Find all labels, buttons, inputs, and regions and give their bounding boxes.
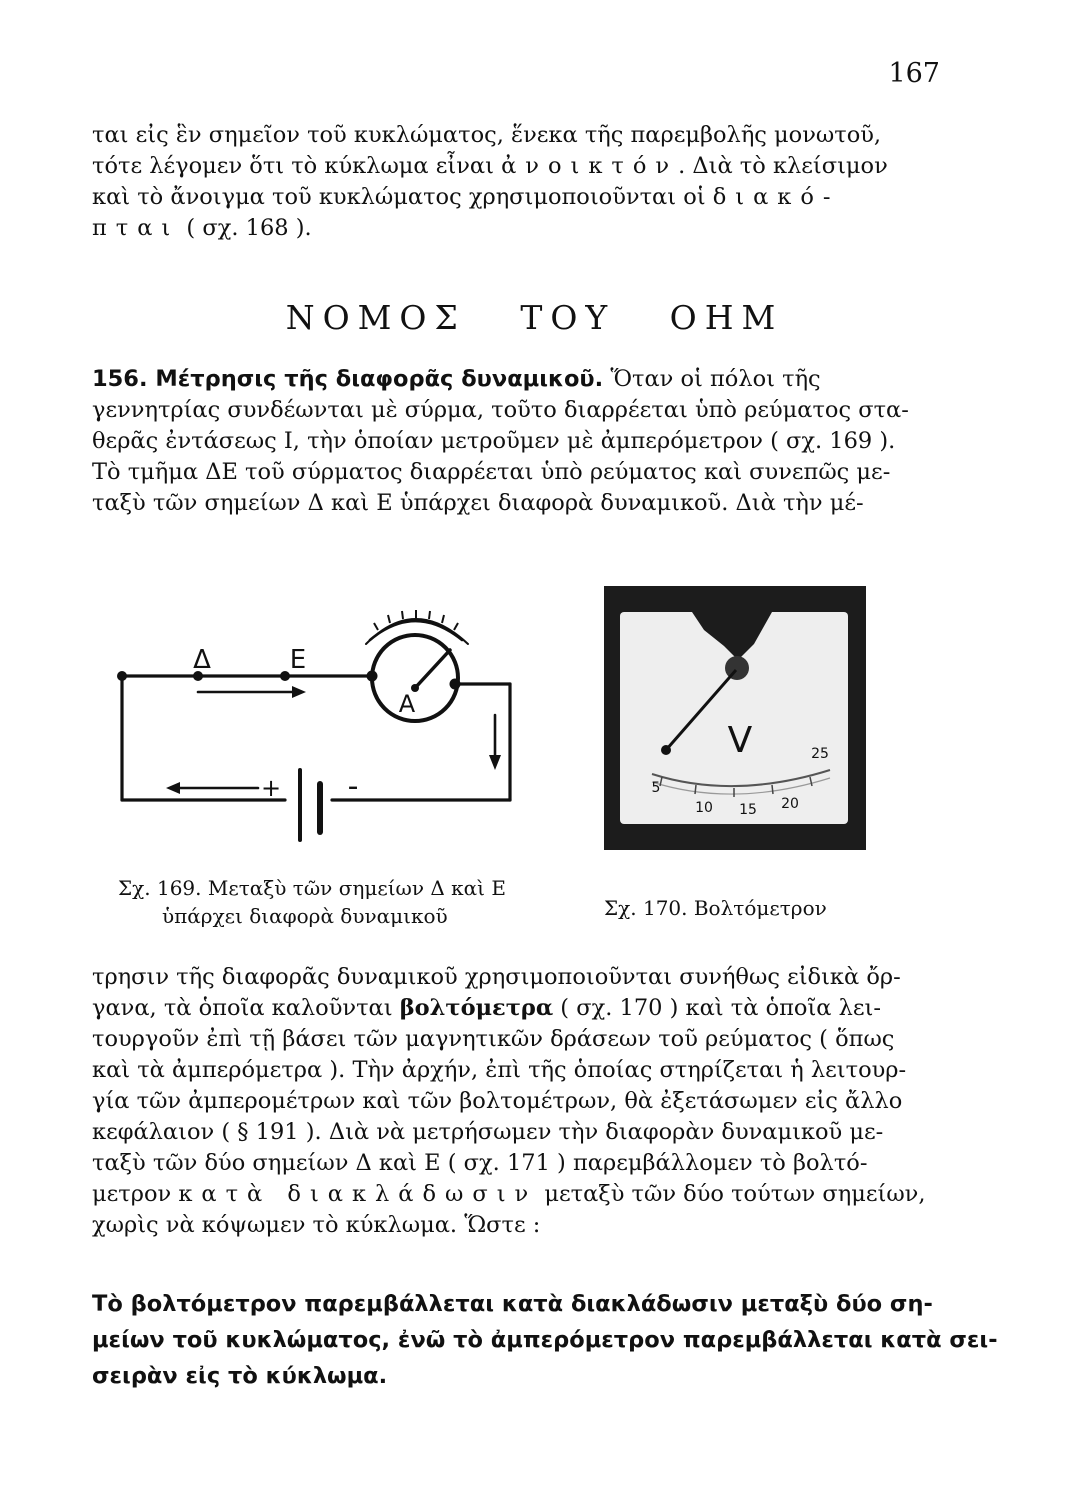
figure170-caption: Σχ. 170. Βολτόμετρον	[604, 896, 827, 920]
text-line: ταξὺ τῶν σημείων Δ καὶ Ε ὑπάρχει διαφορὰ δυναμικοῦ. Διὰ τὴν μέ-	[92, 490, 864, 516]
text-line: 156. Μέτρησις τῆς διαφορᾶς δυναμικοῦ. Ὅταν οἱ πόλοι τῆς	[92, 366, 821, 392]
text-line: κεφάλαιον ( § 191 ). Διὰ νὰ μετρήσωμεν τὴν διαφορὰν δυναμικοῦ με-	[92, 1119, 884, 1145]
page-number: 167	[888, 58, 940, 89]
emphasized-term: πται	[92, 215, 180, 241]
heading-word: ΤΟΥ	[520, 298, 616, 337]
battery-plus: +	[260, 774, 282, 802]
text-line: γία τῶν ἀμπερομέτρων καὶ τῶν βολτομέτρων, θὰ ἐξετάσωμεν εἰς ἄλλο	[92, 1088, 903, 1114]
ammeter-label: A	[398, 690, 416, 718]
section-title: 156. Μέτρησις τῆς διαφορᾶς δυναμικοῦ.	[92, 366, 604, 392]
conclusion-paragraph	[92, 1286, 998, 1394]
text-line: πται ( σχ. 168 ).	[92, 215, 312, 241]
voltmeter-photo	[604, 586, 866, 850]
intro-paragraph	[92, 120, 940, 244]
point-label-epsilon: Ε	[289, 645, 307, 675]
text-line: Τὸ βολτόμετρον παρεμβάλλεται κατὰ διακλάδωσιν μεταξὺ δύο ση-	[92, 1291, 933, 1317]
text-line: ται εἰς ἓν σημεῖον τοῦ κυκλώματος, ἕνεκα τῆς παρεμβολῆς μονωτοῦ,	[92, 122, 882, 148]
text-line: καὶ τὰ ἀμπερόμετρα ). Τὴν ἀρχήν, ἐπὶ τῆς ὁποίας στηρίζεται ἡ λειτουρ-	[92, 1057, 907, 1083]
text-line: σειρὰν εἰς τὸ κύκλωμα.	[92, 1363, 388, 1389]
text-line: ταξὺ τῶν δύο σημείων Δ καὶ Ε ( σχ. 171 ) παρεμβάλλομεν τὸ βολτό-	[92, 1150, 868, 1176]
emphasized-term: κατὰ διακλάδωσιν	[178, 1181, 538, 1207]
text-line: γανα, τὰ ὁποῖα καλοῦνται βολτόμετρα ( σχ. 170 ) καὶ τὰ ὁποῖα λει-	[92, 995, 881, 1021]
dial-symbol: V	[727, 720, 753, 761]
body-paragraph	[92, 962, 940, 1241]
figure169-caption	[118, 874, 506, 930]
heading-word: ΝΟΜΟΣ	[285, 298, 466, 337]
text-line: μετρον κατὰ διακλάδωσιν μεταξὺ τῶν δύο τούτων σημείων,	[92, 1181, 926, 1207]
heading-word: ΟΗΜ	[669, 298, 784, 337]
scale-label: 20	[781, 796, 799, 812]
chapter-heading	[0, 298, 1069, 337]
caption-line: Σχ. 169. Μεταξὺ τῶν σημείων Δ καὶ Ε	[118, 876, 506, 900]
text-line: χωρὶς νὰ κόψωμεν τὸ κύκλωμα. Ὥστε :	[92, 1212, 541, 1238]
circuit-diagram	[110, 610, 535, 850]
text-line: τότε λέγομεν ὅτι τὸ κύκλωμα εἶναι ἀνοικτόν. Διὰ τὸ κλείσιμον	[92, 153, 888, 179]
point-label-delta: Δ	[193, 645, 211, 675]
battery-minus: -	[347, 769, 359, 804]
section-paragraph	[92, 364, 940, 519]
scale-label: 25	[811, 746, 829, 762]
text-line: θερᾶς ἐντάσεως I, τὴν ὁποίαν μετροῦμεν μὲ ἀμπερόμετρον ( σχ. 169 ).	[92, 428, 896, 454]
scale-label: 15	[739, 802, 757, 818]
caption-line: ὑπάρχει διαφορὰ δυναμικοῦ	[162, 904, 448, 928]
text-line: γεννητρίας συνδέωνται μὲ σύρμα, τοῦτο διαρρέεται ὑπὸ ρεύματος στα-	[92, 397, 909, 423]
emphasized-term: διακό-	[712, 184, 840, 210]
text-line: Τὸ τμῆμα ΔΕ τοῦ σύρματος διαρρέεται ὑπὸ ρεύματος καὶ συνεπῶς με-	[92, 459, 891, 485]
emphasized-term: ἀνοικτόν	[501, 153, 679, 179]
scale-label: 10	[695, 800, 713, 816]
text-line: καὶ τὸ ἄνοιγμα τοῦ κυκλώματος χρησιμοποιοῦνται οἱ διακό-	[92, 184, 840, 210]
bold-term: βολτόμετρα	[399, 995, 554, 1021]
text-line: μείων τοῦ κυκλώματος, ἐνῶ τὸ ἀμπερόμετρον παρεμβάλλεται κατὰ σει-	[92, 1327, 998, 1353]
text-line: τρησιν τῆς διαφορᾶς δυναμικοῦ χρησιμοποιοῦνται συνήθως εἰδικὰ ὄρ-	[92, 964, 901, 990]
text-line: τουργοῦν ἐπὶ τῇ βάσει τῶν μαγνητικῶν δράσεων τοῦ ρεύματος ( ὅπως	[92, 1026, 895, 1052]
scale-label: 5	[651, 780, 661, 796]
